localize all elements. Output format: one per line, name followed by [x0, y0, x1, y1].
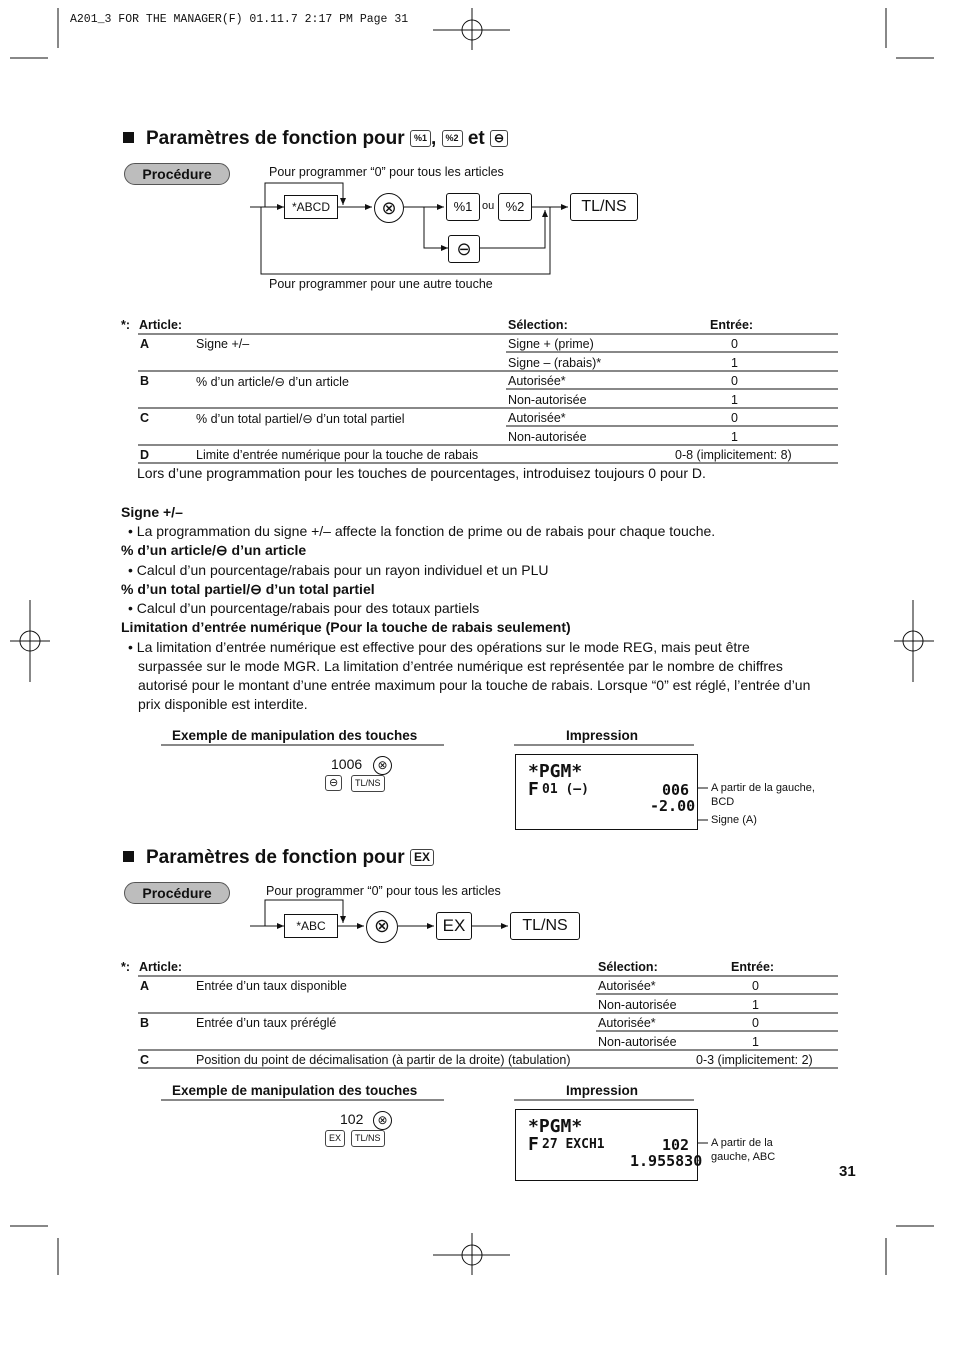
display-code: 01 (–)	[542, 782, 589, 797]
print-label: Impression	[566, 728, 639, 743]
display-pgm: *PGM*	[528, 761, 583, 782]
minus-key-icon: ⊖	[325, 775, 342, 791]
example-label: Exemple de manipulation des touches	[172, 728, 418, 743]
display-code: 27 EXCH1	[542, 1137, 605, 1152]
limitation-line: • La limitation d’entrée numérique est effective pour des opérations sur le mode REG, mais peut être	[128, 639, 750, 655]
callout-text: Signe (A)	[711, 814, 757, 826]
row-entry: 1	[731, 430, 738, 444]
row-entry: 1	[731, 393, 738, 407]
and-word: et	[467, 128, 485, 149]
col-entry-header: Entrée:	[710, 318, 754, 332]
note-heading: Limitation d’entrée numérique (Pour la touche de rabais seulement)	[121, 619, 571, 635]
row-selection: Signe + (prime)	[508, 337, 594, 351]
limitation-line: prix disponible est interdite.	[138, 696, 308, 712]
comma: ,	[430, 128, 437, 149]
multiply-key-icon: ⊗	[366, 911, 398, 943]
note-heading: Signe +/–	[121, 504, 183, 520]
display-value-2: 1.955830	[630, 1152, 703, 1170]
example-label: Exemple de manipulation des touches	[172, 1083, 418, 1098]
example-entry: 102	[340, 1111, 364, 1127]
row-letter: D	[140, 448, 150, 462]
row-letter: B	[140, 1016, 150, 1030]
printout-display	[515, 1109, 703, 1181]
row-article: Signe +/–	[196, 337, 250, 351]
display-value-2: -2.00	[650, 797, 696, 815]
section2-title-text: Paramètres de fonction pour	[146, 847, 405, 868]
note-top: Pour programmer “0” pour tous les articles	[269, 165, 504, 179]
note-bottom: Pour programmer pour une autre touche	[269, 277, 493, 291]
callout-text: BCD	[711, 796, 735, 808]
col-selection-header: Sélection:	[508, 318, 568, 332]
tlns-key-icon: TL/NS	[351, 775, 385, 792]
multiply-key-icon: ⊗	[373, 1111, 392, 1130]
ex-key: EX	[436, 912, 472, 940]
row-entry: 0	[731, 374, 738, 388]
callout-text: gauche, ABC	[711, 1151, 776, 1163]
row-selection: Autorisée*	[508, 411, 566, 425]
row-entry: 0	[752, 979, 759, 993]
pct2-key: %2	[498, 193, 532, 221]
row-article: Limite d’entrée numérique pour la touche de rabais	[196, 448, 479, 462]
pct1-key: %1	[446, 193, 480, 221]
row-article: Entrée d’un taux préréglé	[196, 1016, 337, 1030]
multiply-key-icon: ⊗	[373, 756, 392, 775]
row-entry: 1	[752, 998, 759, 1012]
row-selection: Autorisée*	[598, 1016, 656, 1030]
row-selection: Non-autorisée	[598, 998, 677, 1012]
note-top: Pour programmer “0” pour tous les articles	[266, 884, 501, 898]
row-entry: 0-8 (implicitement: 8)	[675, 448, 792, 462]
display-f: F	[528, 779, 539, 800]
row-selection: Signe – (rabais)*	[508, 356, 602, 370]
section1-title	[123, 128, 508, 150]
key-minus-icon: ⊖	[490, 130, 508, 147]
row-entry: 0	[731, 337, 738, 351]
section2-title	[123, 847, 434, 869]
row-entry: 0-3 (implicitement: 2)	[696, 1053, 813, 1067]
key-pct2-icon: %2	[442, 130, 463, 147]
row-letter: A	[140, 979, 150, 993]
col-selection-header: Sélection:	[598, 960, 658, 974]
abcd-box: *ABCD	[284, 195, 338, 219]
note-bullet: • Calcul d’un pourcentage/rabais pour un rayon individuel et un PLU	[128, 562, 549, 578]
row-article: % d’un total partiel/⊖ d’un total partiel	[196, 412, 405, 426]
print-header: A201_3 FOR THE MANAGER(F) 01.11.7 2:17 PM Page 31	[70, 13, 409, 26]
row-letter: C	[140, 411, 150, 425]
table-footnote: Lors d’une programmation pour les touches de pourcentages, introduisez toujours 0 pour D.	[137, 465, 706, 481]
or-word: ou	[482, 200, 495, 212]
ex-key-icon: EX	[325, 1130, 345, 1147]
row-article: Entrée d’un taux disponible	[196, 979, 347, 993]
row-selection: Non-autorisée	[508, 393, 587, 407]
callout-text: A partir de la	[711, 1137, 773, 1149]
print-label: Impression	[566, 1083, 639, 1098]
table-star: *:	[121, 318, 131, 332]
row-entry: 0	[752, 1016, 759, 1030]
row-selection: Non-autorisée	[598, 1035, 677, 1049]
display-value-1: 102	[662, 1136, 690, 1154]
row-entry: 1	[731, 356, 738, 370]
note-heading: % d’un total partiel/⊖ d’un total partiel	[121, 581, 375, 597]
tlns-key-icon: TL/NS	[351, 1130, 385, 1147]
row-entry: 1	[752, 1035, 759, 1049]
multiply-key-icon: ⊗	[374, 193, 404, 223]
key-ex-icon: EX	[410, 849, 434, 866]
row-letter: A	[140, 337, 150, 351]
bullet-square	[123, 132, 134, 143]
limitation-line: autorisé pour le montant d’une entrée maximum pour la touche de rabais. Lorsque “0” est réglé, l’entrée d’un	[138, 677, 811, 693]
row-selection: Autorisée*	[508, 374, 566, 388]
col-entry-header: Entrée:	[731, 960, 775, 974]
row-article: Position du point de décimalisation (à partir de la droite) (tabulation)	[196, 1053, 571, 1067]
tlns-key: TL/NS	[510, 912, 580, 940]
row-entry: 0	[731, 411, 738, 425]
bullet-square	[123, 851, 134, 862]
display-f: F	[528, 1134, 539, 1155]
limitation-line: surpassée sur le mode MGR. La limitation d’entrée numérique est représentée par le nombre de chiffres	[138, 658, 783, 674]
note-heading: % d’un article/⊖ d’un article	[121, 542, 307, 558]
row-letter: B	[140, 374, 150, 388]
printout-display	[515, 754, 698, 830]
procedure-label: Procédure	[124, 882, 230, 904]
note-bullet: • La programmation du signe +/– affecte la fonction de prime ou de rabais pour chaque touche.	[128, 523, 716, 539]
callout-text: A partir de la gauche,	[711, 782, 815, 794]
display-value-1: 006	[662, 781, 690, 799]
row-letter: C	[140, 1053, 150, 1067]
section1-title-text: Paramètres de fonction pour	[146, 128, 405, 149]
display-pgm: *PGM*	[528, 1116, 583, 1137]
row-article: % d’un article/⊖ d’un article	[196, 375, 349, 389]
row-selection: Non-autorisée	[508, 430, 587, 444]
example-entry: 1006	[331, 756, 363, 772]
page-number: 31	[839, 1163, 856, 1180]
col-article-header: Article:	[139, 318, 183, 332]
procedure-label: Procédure	[124, 163, 230, 185]
table-star: *:	[121, 960, 131, 974]
abc-box: *ABC	[284, 914, 338, 938]
col-article-header: Article:	[139, 960, 183, 974]
minus-key-icon: ⊖	[448, 235, 480, 263]
tlns-key: TL/NS	[570, 193, 638, 221]
key-pct1-icon: %1	[410, 130, 431, 147]
note-bullet: • Calcul d’un pourcentage/rabais pour des totaux partiels	[128, 600, 480, 616]
row-selection: Autorisée*	[598, 979, 656, 993]
